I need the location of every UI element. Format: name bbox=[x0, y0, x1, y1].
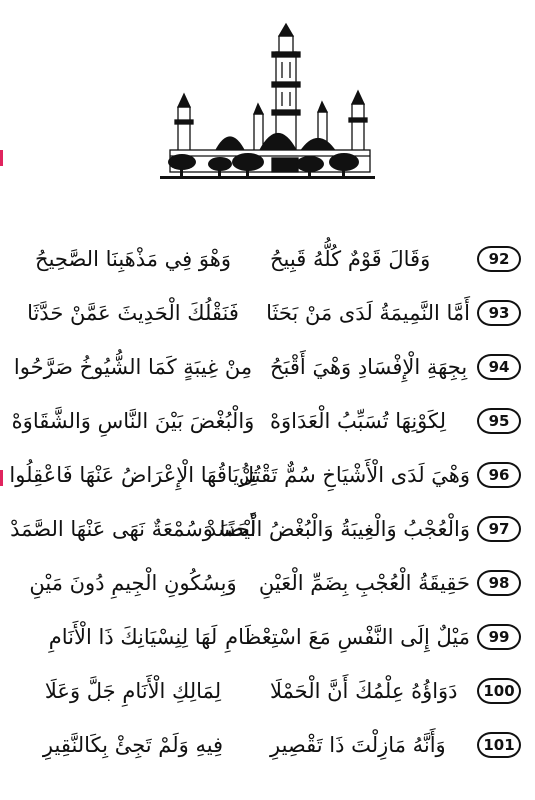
verse-second-hemistich: فَنَقْلُكَ الْحَدِيثَ عَمَّنْ حَدَّثَا bbox=[27, 301, 239, 325]
verse-number: 98 bbox=[477, 570, 521, 596]
verse-number: 94 bbox=[477, 354, 521, 380]
verse-row bbox=[0, 618, 535, 658]
verse-row bbox=[0, 240, 535, 280]
verse-second-hemistich: لَهَا لِنِسْيَانِكَ ذَا الْأَنَامِ bbox=[48, 625, 218, 649]
verse-number: 100 bbox=[477, 678, 521, 704]
verse-row bbox=[0, 510, 535, 550]
verse-number: 101 bbox=[477, 732, 521, 758]
verse-number: 93 bbox=[477, 300, 521, 326]
mosque-illustration bbox=[160, 22, 375, 187]
verse-second-hemistich: وَهْوَ فِي مَذْهَبِنَا الصَّحِيحُ bbox=[35, 247, 231, 271]
verse-second-hemistich: مِنْ غِيبَةٍ كَمَا الشُّيُوخُ صَرَّحُوا bbox=[13, 355, 253, 379]
verse-second-hemistich: وَبِسُكُونِ الْجِيمِ دُونَ مَيْنِ bbox=[29, 571, 237, 595]
verse-number: 97 bbox=[477, 516, 521, 542]
verse-first-hemistich: وَهْيَ لَدَى الْأَشْيَاخِ سُمٌّ تَقْتُلُ bbox=[238, 463, 470, 487]
verse-first-hemistich: وَقَالَ قَوْمٌ كُلُّهُ قَبِيحُ bbox=[270, 247, 431, 271]
verse-row bbox=[0, 402, 535, 442]
verse-second-hemistich: لِمَالِكِ الْأَنَامِ جَلَّ وَعَلَا bbox=[44, 679, 222, 703]
edge-mark bbox=[0, 150, 3, 166]
verse-row bbox=[0, 726, 535, 766]
verse-first-hemistich: بِجِهَةِ الْإِفْسَادِ وَهْيَ أَقْبَحُ bbox=[270, 355, 468, 379]
verse-number: 96 bbox=[477, 462, 521, 488]
verse-first-hemistich: دَوَاؤُهُ عِلْمُكَ أَنَّ الْحَمْلَا bbox=[270, 679, 458, 703]
verse-first-hemistich: لِكَوْنِهَا تُسَبِّبُ الْعَدَاوَهْ bbox=[270, 409, 447, 433]
verse-first-hemistich: وَأَنَّهُ مَازِلْتَ ذَا تَقْصِيرِ bbox=[270, 733, 446, 757]
verse-first-hemistich: أَمَّا النَّمِيمَةُ لَدَى مَنْ بَحَثَا bbox=[266, 301, 470, 325]
verse-row bbox=[0, 672, 535, 712]
verse-row bbox=[0, 348, 535, 388]
verse-first-hemistich: حَقِيقَةُ الْعُجْبِ بِضَمِّ الْعَيْنِ bbox=[258, 571, 470, 595]
verse-row bbox=[0, 294, 535, 334]
verse-row bbox=[0, 456, 535, 496]
verse-number: 95 bbox=[477, 408, 521, 434]
verse-row bbox=[0, 564, 535, 604]
verse-second-hemistich: أَيْضًا وَسُمْعَةٌ نَهَى عَنْهَا الصَّمَدْ bbox=[10, 517, 256, 541]
verse-first-hemistich: وَالْعُجْبُ وَالْغِيبَةُ وَالْبُغْضُ الْحَسَدْ bbox=[206, 517, 470, 541]
verse-second-hemistich: وَالْبُغْضَ بَيْنَ النَّاسِ وَالشَّقَاوَهْ bbox=[11, 409, 255, 433]
verse-first-hemistich: مَيْلٌ إِلَى النَّفْسِ مَعَ اسْتِعْظَامِ bbox=[225, 625, 470, 649]
verse-number: 99 bbox=[477, 624, 521, 650]
verse-number: 92 bbox=[477, 246, 521, 272]
verse-second-hemistich: فِيهِ وَلَمْ تَجِئْ بِكَالنَّقِيرِ bbox=[42, 733, 224, 757]
verse-second-hemistich: تِرْيَاقُهَا الْإِعْرَاضُ عَنْهَا فَاعْقِلُوا bbox=[9, 463, 257, 487]
